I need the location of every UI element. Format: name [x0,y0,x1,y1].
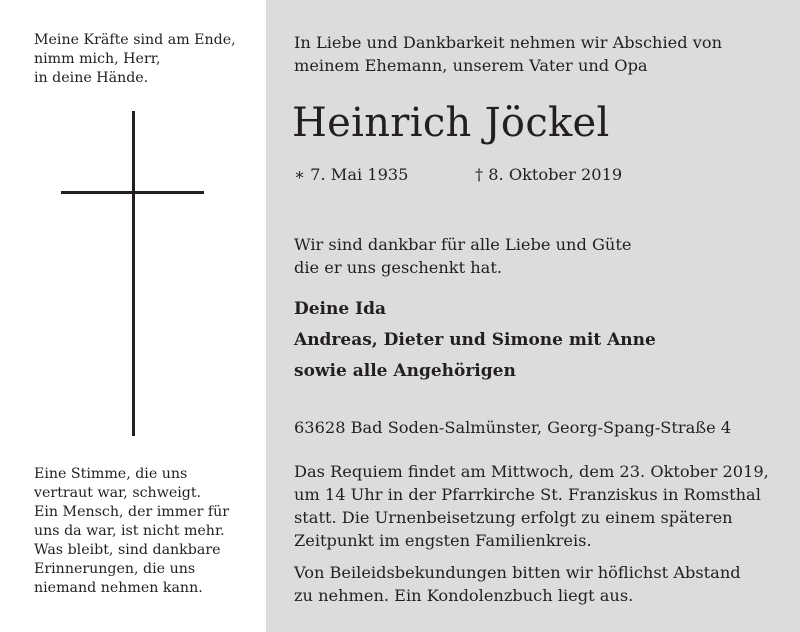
poem-bottom-line: Ein Mensch, der immer für [34,504,230,520]
condolence-line: Von Beileidsbekundungen bitten wir höflichst Abstand [294,563,741,582]
condolence-line: zu nehmen. Ein Kondolenzbuch liegt aus. [294,586,634,605]
requiem-line: statt. Die Urnenbeisetzung erfolgt zu einem späteren [294,508,733,527]
cross-icon-horizontal [61,191,204,194]
poem-bottom-line: Was bleibt, sind dankbare [34,542,221,558]
birth-date: ∗ 7. Mai 1935 [294,165,409,184]
family-line: Deine Ida [294,299,386,319]
thanks-line: Wir sind dankbar für alle Liebe und Güte [294,235,632,254]
poem-bottom-line: Erinnerungen, die uns [34,561,196,577]
cross-icon-vertical [132,111,135,436]
intro-line: In Liebe und Dankbarkeit nehmen wir Abschied von [294,33,723,52]
address: 63628 Bad Soden-Salmünster, Georg-Spang-Straße 4 [294,418,732,437]
poem-bottom-line: niemand nehmen kann. [34,580,203,596]
poem-top-line: Meine Kräfte sind am Ende, [34,32,236,48]
poem-bottom-line: Eine Stimme, die uns [34,466,188,482]
thanks-line: die er uns geschenkt hat. [294,258,502,277]
poem-bottom-line: uns da war, ist nicht mehr. [34,523,225,539]
requiem-line: Zeitpunkt im engsten Familienkreis. [294,531,592,550]
requiem-info [294,460,769,552]
poem-bottom [34,465,229,598]
requiem-line: um 14 Uhr in der Pfarrkirche St. Franziskus in Romsthal [294,485,761,504]
poem-top-line: nimm mich, Herr, [34,51,161,67]
family-line: Andreas, Dieter und Simone mit Anne [294,330,656,350]
requiem-line: Das Requiem findet am Mittwoch, dem 23. Oktober 2019, [294,462,769,481]
condolence-note [294,561,741,607]
thanks-text [294,233,631,279]
poem-top-line: in deine Hände. [34,70,149,86]
deceased-name: Heinrich Jöckel [292,100,610,146]
death-date: † 8. Oktober 2019 [475,165,623,184]
intro-text [294,31,722,77]
poem-top [34,31,236,88]
intro-line: meinem Ehemann, unserem Vater und Opa [294,56,648,75]
family-line: sowie alle Angehörigen [294,361,516,381]
poem-bottom-line: vertraut war, schweigt. [34,485,202,501]
family-signatures [294,294,656,387]
